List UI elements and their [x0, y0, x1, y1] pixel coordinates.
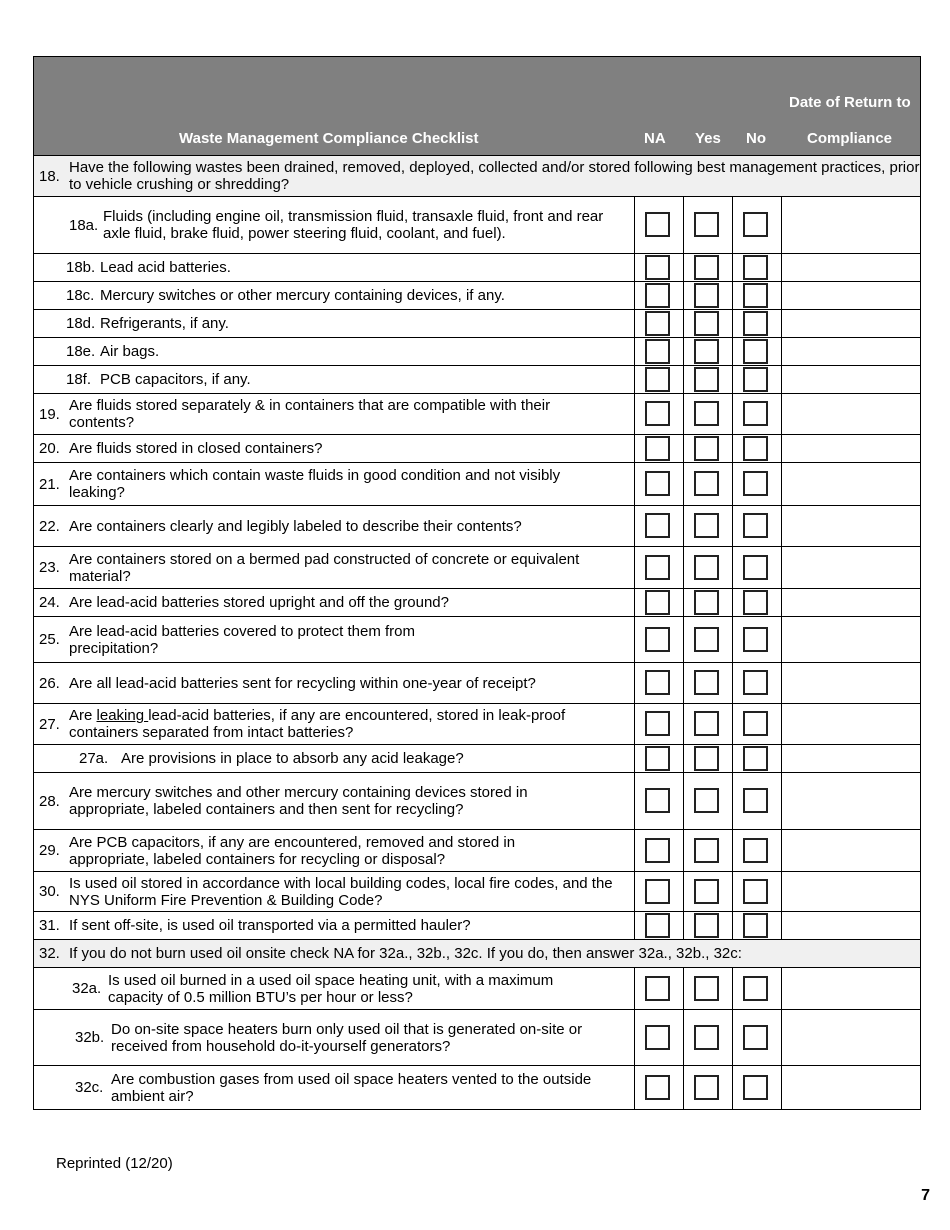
yes-cell	[683, 506, 733, 546]
no-cell	[732, 704, 782, 744]
no-cell	[732, 773, 782, 829]
date-of-return-field[interactable]	[781, 547, 921, 588]
na-checkbox[interactable]	[645, 838, 670, 863]
question-row-27	[34, 704, 920, 745]
table-header	[34, 57, 920, 156]
question-label: Are combustion gases from used oil space heaters vented to the outside ambient air?	[111, 1070, 592, 1105]
question-number: 18e.	[66, 343, 96, 360]
question-text	[34, 366, 634, 393]
no-cell	[732, 663, 782, 703]
no-checkbox[interactable]	[743, 976, 768, 1001]
no-cell	[732, 547, 782, 588]
no-checkbox[interactable]	[743, 627, 768, 652]
no-cell	[732, 197, 782, 253]
question-label: Are lead-acid batteries stored upright and off the ground?	[69, 594, 449, 611]
yes-checkbox[interactable]	[694, 283, 719, 308]
question-label: Do on-site space heaters burn only used oil that is generated on-site or received from household do-it-yourself generators?	[111, 1020, 583, 1055]
no-checkbox[interactable]	[743, 879, 768, 904]
yes-checkbox[interactable]	[694, 367, 719, 392]
no-checkbox[interactable]	[743, 1025, 768, 1050]
question-row-21	[34, 463, 920, 506]
na-checkbox[interactable]	[645, 670, 670, 695]
question-text	[34, 617, 634, 662]
yes-cell	[683, 872, 733, 911]
question-label-post: lead-acid batteries, if any are encountered, stored in leak-proof containers separated from intact batteries?	[69, 707, 566, 741]
question-label: Are containers which contain waste fluids in good condition and not visibly leaking?	[69, 467, 561, 501]
date-of-return-field[interactable]	[781, 338, 921, 365]
question-label: If you do not burn used oil onsite check NA for 32a., 32b., 32c. If you do, then answer 32a., 32b., 32c:	[69, 945, 742, 962]
no-checkbox[interactable]	[743, 555, 768, 580]
question-label: Refrigerants, if any.	[100, 315, 229, 332]
yes-cell	[683, 704, 733, 744]
yes-checkbox[interactable]	[694, 1025, 719, 1050]
yes-checkbox[interactable]	[694, 1075, 719, 1100]
question-label: Are fluids stored separately & in containers that are compatible with their contents?	[69, 397, 551, 431]
question-number: 30.	[39, 883, 60, 900]
question-text	[34, 773, 634, 829]
question-number: 18c.	[66, 287, 95, 304]
question-row-26	[34, 663, 920, 704]
question-text	[34, 663, 634, 703]
na-checkbox[interactable]	[645, 879, 670, 904]
yes-checkbox[interactable]	[694, 555, 719, 580]
na-checkbox[interactable]	[645, 471, 670, 496]
question-text	[34, 282, 634, 309]
question-text	[34, 435, 634, 462]
column-date-header-line2: Compliance	[807, 130, 893, 147]
yes-cell	[683, 366, 733, 393]
na-cell	[634, 366, 684, 393]
yes-checkbox[interactable]	[694, 711, 719, 736]
yes-cell	[683, 663, 733, 703]
na-cell	[634, 745, 684, 772]
yes-cell	[683, 547, 733, 588]
no-checkbox[interactable]	[743, 838, 768, 863]
question-text	[34, 745, 634, 772]
no-checkbox[interactable]	[743, 746, 768, 771]
no-checkbox[interactable]	[743, 436, 768, 461]
na-checkbox[interactable]	[645, 976, 670, 1001]
question-label: Lead acid batteries.	[100, 259, 231, 276]
no-checkbox[interactable]	[743, 513, 768, 538]
no-cell	[732, 1010, 782, 1065]
date-of-return-field[interactable]	[781, 1066, 921, 1109]
no-cell	[732, 506, 782, 546]
yes-checkbox[interactable]	[694, 212, 719, 237]
na-checkbox[interactable]	[645, 311, 670, 336]
no-checkbox[interactable]	[743, 670, 768, 695]
na-cell	[634, 1010, 684, 1065]
date-of-return-field[interactable]	[781, 394, 921, 434]
question-text	[34, 830, 634, 871]
na-cell	[634, 394, 684, 434]
question-label: Are containers clearly and legibly labeled to describe their contents?	[69, 517, 522, 535]
yes-checkbox[interactable]	[694, 746, 719, 771]
yes-checkbox[interactable]	[694, 436, 719, 461]
na-cell	[634, 547, 684, 588]
yes-cell	[683, 338, 733, 365]
question-label: Have the following wastes been drained, removed, deployed, collected and/or stored following best management practices, prior to vehicle crushing or shredding?	[69, 159, 920, 193]
yes-checkbox[interactable]	[694, 913, 719, 938]
date-of-return-field[interactable]	[781, 254, 921, 281]
na-checkbox[interactable]	[645, 627, 670, 652]
question-text	[34, 872, 634, 911]
yes-checkbox[interactable]	[694, 590, 719, 615]
no-checkbox[interactable]	[743, 283, 768, 308]
date-of-return-field[interactable]	[781, 589, 921, 616]
question-number: 23.	[39, 559, 60, 576]
question-text	[34, 156, 920, 196]
na-checkbox[interactable]	[645, 513, 670, 538]
question-label: Mercury switches or other mercury containing devices, if any.	[100, 287, 505, 304]
yes-cell	[683, 282, 733, 309]
na-checkbox[interactable]	[645, 590, 670, 615]
yes-cell	[683, 310, 733, 337]
na-cell	[634, 463, 684, 505]
yes-cell	[683, 1066, 733, 1109]
no-checkbox[interactable]	[743, 401, 768, 426]
yes-checkbox[interactable]	[694, 401, 719, 426]
column-date-header-line1: Date of Return to	[789, 94, 911, 111]
na-cell	[634, 435, 684, 462]
question-number: 20.	[39, 440, 60, 457]
date-of-return-field[interactable]	[781, 773, 921, 829]
question-text	[34, 704, 634, 744]
date-of-return-field[interactable]	[781, 435, 921, 462]
question-number: 26.	[39, 674, 60, 692]
question-number: 31.	[39, 917, 60, 934]
na-cell	[634, 1066, 684, 1109]
page-number: 7	[921, 1187, 930, 1204]
no-cell	[732, 968, 782, 1009]
question-row-32	[34, 940, 920, 968]
question-number: 29.	[39, 842, 60, 859]
question-number: 32b.	[75, 1029, 105, 1046]
column-no-header: No	[746, 130, 766, 147]
no-cell	[732, 366, 782, 393]
column-yes-header: Yes	[695, 130, 721, 147]
question-label: Fluids (including engine oil, transmission fluid, transaxle fluid, front and rear axle fluid, brake fluid, power steering fluid, coolant, and fuel).	[103, 208, 604, 242]
question-number: 25.	[39, 631, 60, 648]
yes-checkbox[interactable]	[694, 838, 719, 863]
question-label: If sent off-site, is used oil transported via a permitted hauler?	[69, 917, 471, 934]
na-cell	[634, 310, 684, 337]
question-label-underlined: leaking	[96, 707, 149, 724]
no-checkbox[interactable]	[743, 311, 768, 336]
na-cell	[634, 968, 684, 1009]
question-label: Are mercury switches and other mercury containing devices stored in appropriate, labeled containers and then sent for recycling?	[69, 784, 528, 818]
date-of-return-field[interactable]	[781, 366, 921, 393]
no-checkbox[interactable]	[743, 913, 768, 938]
question-label: Is used oil burned in a used oil space heating unit, with a maximum capacity of 0.5 million BTU’s per hour or less?	[108, 971, 554, 1006]
question-row-18c	[34, 282, 920, 310]
yes-cell	[683, 912, 733, 939]
na-checkbox[interactable]	[645, 212, 670, 237]
na-checkbox[interactable]	[645, 746, 670, 771]
date-of-return-field[interactable]	[781, 872, 921, 911]
yes-cell	[683, 394, 733, 434]
yes-checkbox[interactable]	[694, 471, 719, 496]
question-row-22	[34, 506, 920, 547]
na-cell	[634, 663, 684, 703]
no-cell	[732, 435, 782, 462]
na-cell	[634, 773, 684, 829]
na-cell	[634, 282, 684, 309]
question-text	[34, 197, 634, 253]
question-row-19	[34, 394, 920, 435]
yes-cell	[683, 463, 733, 505]
question-label: Are provisions in place to absorb any acid leakage?	[121, 750, 464, 767]
question-label-pre: Are	[69, 707, 97, 724]
question-number: 18d.	[66, 315, 96, 332]
question-text	[34, 463, 634, 505]
question-label	[69, 707, 622, 741]
yes-cell	[683, 617, 733, 662]
no-cell	[732, 394, 782, 434]
no-cell	[732, 912, 782, 939]
question-row-18f	[34, 366, 920, 394]
na-cell	[634, 254, 684, 281]
no-cell	[732, 872, 782, 911]
question-row-30	[34, 872, 920, 912]
question-number: 18b.	[66, 259, 96, 276]
question-label: PCB capacitors, if any.	[100, 371, 251, 388]
yes-checkbox[interactable]	[694, 879, 719, 904]
yes-cell	[683, 435, 733, 462]
na-cell	[634, 830, 684, 871]
na-checkbox[interactable]	[645, 339, 670, 364]
question-number: 18a.	[69, 216, 99, 234]
na-checkbox[interactable]	[645, 255, 670, 280]
na-checkbox[interactable]	[645, 436, 670, 461]
table-title: Waste Management Compliance Checklist	[179, 130, 479, 147]
question-text	[34, 912, 634, 939]
na-checkbox[interactable]	[645, 555, 670, 580]
na-checkbox[interactable]	[645, 1075, 670, 1100]
question-row-27a	[34, 745, 920, 773]
question-number: 32c.	[75, 1079, 104, 1096]
date-of-return-field[interactable]	[781, 1010, 921, 1065]
question-row-23	[34, 547, 920, 589]
na-checkbox[interactable]	[645, 788, 670, 813]
yes-cell	[683, 254, 733, 281]
no-cell	[732, 1066, 782, 1109]
no-checkbox[interactable]	[743, 367, 768, 392]
question-text	[34, 506, 634, 546]
no-cell	[732, 310, 782, 337]
question-number: 18f.	[66, 371, 92, 388]
na-checkbox[interactable]	[645, 401, 670, 426]
na-cell	[634, 617, 684, 662]
na-checkbox[interactable]	[645, 367, 670, 392]
na-cell	[634, 872, 684, 911]
column-na-header: NA	[644, 130, 666, 147]
yes-cell	[683, 197, 733, 253]
yes-checkbox[interactable]	[694, 788, 719, 813]
yes-checkbox[interactable]	[694, 311, 719, 336]
na-cell	[634, 338, 684, 365]
no-checkbox[interactable]	[743, 590, 768, 615]
no-cell	[732, 617, 782, 662]
question-text	[34, 394, 634, 434]
no-checkbox[interactable]	[743, 212, 768, 237]
question-label: Is used oil stored in accordance with local building codes, local fire codes, and the NYS Uniform Fire Prevention & Building Code?	[69, 874, 613, 909]
question-number: 32a.	[72, 980, 102, 997]
question-number: 19.	[39, 405, 60, 423]
question-row-25	[34, 617, 920, 663]
no-checkbox[interactable]	[743, 1075, 768, 1100]
date-of-return-field[interactable]	[781, 197, 921, 253]
yes-cell	[683, 589, 733, 616]
question-row-18e	[34, 338, 920, 366]
question-number: 28.	[39, 792, 60, 810]
no-cell	[732, 830, 782, 871]
checklist-table	[33, 56, 921, 1110]
question-row-18	[34, 156, 920, 197]
date-of-return-field[interactable]	[781, 912, 921, 939]
no-checkbox[interactable]	[743, 255, 768, 280]
question-row-28	[34, 773, 920, 830]
question-text	[34, 589, 634, 616]
yes-checkbox[interactable]	[694, 339, 719, 364]
yes-checkbox[interactable]	[694, 670, 719, 695]
question-label: Are fluids stored in closed containers?	[69, 440, 323, 457]
date-of-return-field[interactable]	[781, 830, 921, 871]
yes-checkbox[interactable]	[694, 513, 719, 538]
question-row-32c	[34, 1066, 920, 1109]
question-number: 27.	[39, 715, 60, 733]
question-label: Are PCB capacitors, if any are encountered, removed and stored in appropriate, labeled containers for recycling or disposal?	[69, 833, 516, 868]
no-cell	[732, 282, 782, 309]
question-row-18b	[34, 254, 920, 282]
na-checkbox[interactable]	[645, 283, 670, 308]
question-text	[34, 254, 634, 281]
date-of-return-field[interactable]	[781, 463, 921, 505]
question-number: 32.	[39, 945, 60, 962]
no-cell	[732, 254, 782, 281]
question-number: 18.	[39, 167, 60, 185]
question-row-29	[34, 830, 920, 872]
date-of-return-field[interactable]	[781, 506, 921, 546]
na-checkbox[interactable]	[645, 913, 670, 938]
na-cell	[634, 912, 684, 939]
question-row-24	[34, 589, 920, 617]
na-cell	[634, 506, 684, 546]
question-text	[34, 940, 920, 967]
yes-cell	[683, 773, 733, 829]
date-of-return-field[interactable]	[781, 745, 921, 772]
yes-cell	[683, 830, 733, 871]
yes-cell	[683, 968, 733, 1009]
question-text	[34, 547, 634, 588]
question-label: Are all lead-acid batteries sent for recycling within one-year of receipt?	[69, 674, 536, 692]
question-label: Are lead-acid batteries covered to protect them from precipitation?	[69, 622, 415, 657]
no-checkbox[interactable]	[743, 471, 768, 496]
question-number: 27a.	[79, 750, 109, 767]
question-text	[34, 1066, 634, 1109]
na-checkbox[interactable]	[645, 711, 670, 736]
yes-cell	[683, 745, 733, 772]
question-text	[34, 1010, 634, 1065]
na-checkbox[interactable]	[645, 1025, 670, 1050]
reprinted-note: Reprinted (12/20)	[56, 1155, 173, 1172]
question-label: Are containers stored on a bermed pad constructed of concrete or equivalent material?	[69, 550, 580, 585]
no-cell	[732, 589, 782, 616]
yes-checkbox[interactable]	[694, 976, 719, 1001]
yes-checkbox[interactable]	[694, 255, 719, 280]
question-row-32b	[34, 1010, 920, 1066]
question-row-32a	[34, 968, 920, 1010]
question-text	[34, 338, 634, 365]
no-cell	[732, 338, 782, 365]
no-cell	[732, 463, 782, 505]
question-row-18d	[34, 310, 920, 338]
no-checkbox[interactable]	[743, 711, 768, 736]
question-row-18a	[34, 197, 920, 254]
question-number: 24.	[39, 594, 60, 611]
no-checkbox[interactable]	[743, 339, 768, 364]
date-of-return-field[interactable]	[781, 968, 921, 1009]
no-checkbox[interactable]	[743, 788, 768, 813]
question-number: 21.	[39, 475, 60, 493]
question-label: Air bags.	[100, 343, 160, 360]
date-of-return-field[interactable]	[781, 617, 921, 662]
question-row-31	[34, 912, 920, 940]
yes-checkbox[interactable]	[694, 627, 719, 652]
date-of-return-field[interactable]	[781, 310, 921, 337]
question-text	[34, 968, 634, 1009]
date-of-return-field[interactable]	[781, 704, 921, 744]
date-of-return-field[interactable]	[781, 282, 921, 309]
no-cell	[732, 745, 782, 772]
question-text	[34, 310, 634, 337]
question-number: 22.	[39, 517, 60, 535]
date-of-return-field[interactable]	[781, 663, 921, 703]
na-cell	[634, 589, 684, 616]
yes-cell	[683, 1010, 733, 1065]
na-cell	[634, 197, 684, 253]
question-row-20	[34, 435, 920, 463]
na-cell	[634, 704, 684, 744]
